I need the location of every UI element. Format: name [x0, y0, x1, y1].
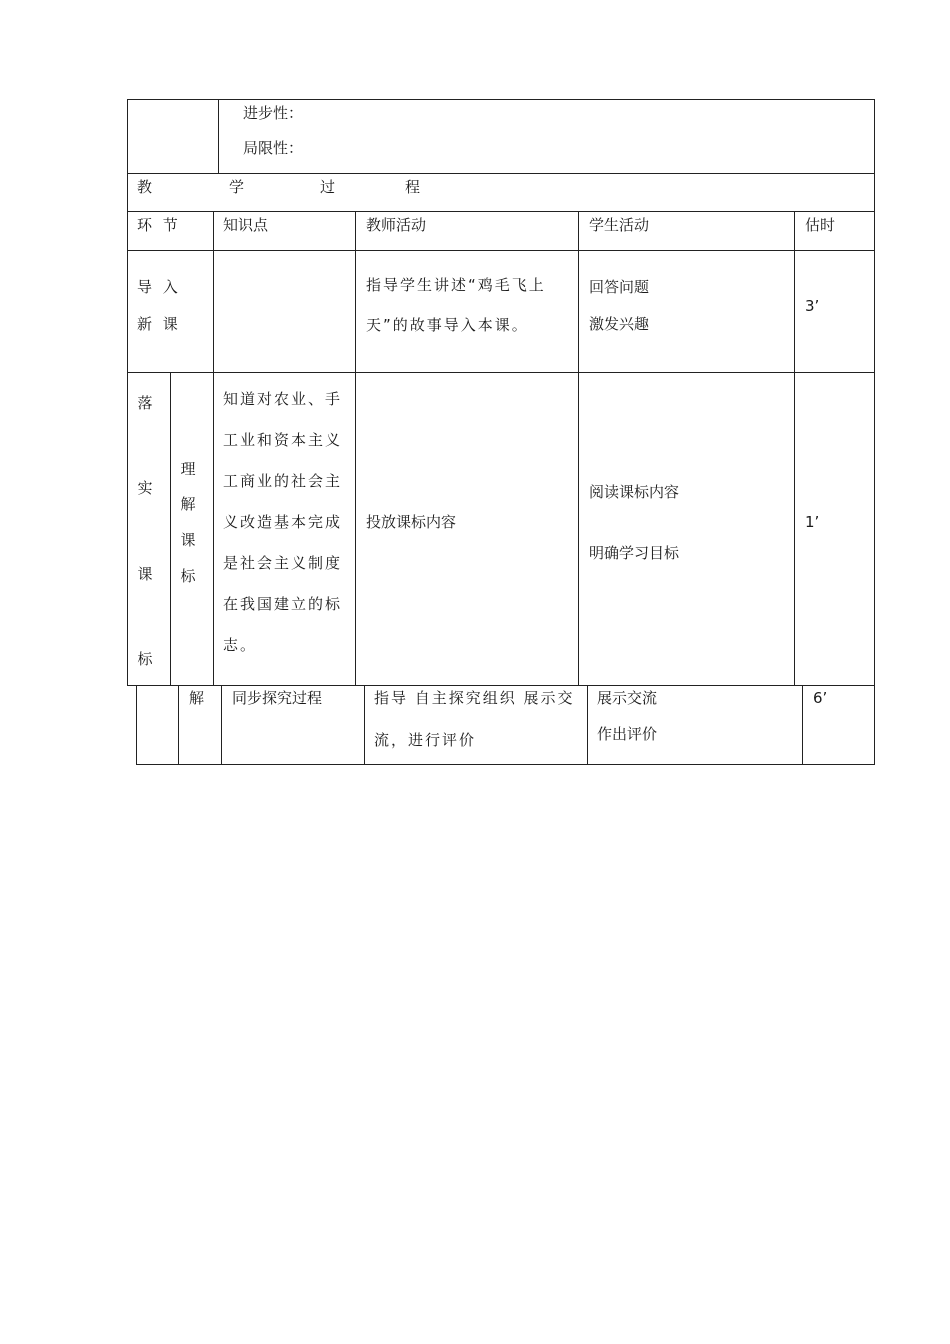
explore-student-line1: 展示交流: [597, 689, 658, 707]
process-header-char: 教: [137, 178, 153, 196]
col-divider-student: [578, 211, 579, 686]
standards-student-line2: 明确学习目标: [589, 544, 680, 562]
intro-stage-line1: 导 入: [137, 278, 181, 296]
explore-divider-4: [587, 685, 588, 765]
header-time-estimate: 估时: [805, 216, 836, 234]
standards-stage-char: 落: [137, 394, 153, 412]
knowledge-line: 志。: [223, 636, 258, 654]
process-header-top-border: [127, 173, 875, 174]
standards-stage-char: 标: [137, 650, 153, 668]
header-stage: 环 节: [137, 216, 181, 234]
explore-time: 6’: [813, 689, 828, 707]
explore-student-line2: 作出评价: [597, 725, 658, 743]
header-teacher-activity: 教师活动: [366, 216, 427, 234]
knowledge-line: 工业和资本主义: [223, 431, 343, 449]
table-left-border: [127, 99, 128, 686]
knowledge-line: 工商业的社会主: [223, 472, 343, 490]
explore-substage: 解: [189, 689, 205, 707]
standards-time: 1’: [805, 513, 820, 531]
process-header-char: 程: [405, 178, 421, 196]
standards-teacher-activity: 投放课标内容: [366, 513, 457, 531]
header-student-activity: 学生活动: [589, 216, 650, 234]
progressiveness-label: 进步性：: [243, 104, 304, 122]
col-divider-time: [794, 211, 795, 686]
intro-stage-line2: 新 课: [137, 315, 181, 333]
table-right-border: [874, 99, 875, 765]
row-intro-top-border: [127, 250, 875, 251]
row-explore-bottom-border: [136, 764, 875, 765]
explore-knowledge: 同步探究过程: [232, 689, 323, 707]
standards-student-line1: 阅读课标内容: [589, 483, 680, 501]
col-divider-teacher: [355, 211, 356, 686]
intro-teacher-line1: 指导学生讲述“鸡毛飞上: [366, 276, 546, 294]
standards-stage-char: 课: [137, 565, 153, 583]
standards-substage-char: 解: [180, 495, 196, 513]
explore-teacher-line2: 流，进行评价: [374, 731, 477, 749]
column-header-top-border: [127, 211, 875, 212]
process-header-char: 学: [229, 178, 245, 196]
explore-divider-1: [178, 685, 179, 765]
explore-divider-5: [802, 685, 803, 765]
knowledge-line: 知道对农业、手: [223, 390, 343, 408]
table-top-border: [127, 99, 875, 100]
standards-substage-char: 理: [180, 460, 196, 478]
explore-divider-2: [221, 685, 222, 765]
substage-divider: [170, 372, 171, 686]
row-standards-top-border: [127, 372, 875, 373]
header-knowledge: 知识点: [223, 216, 269, 234]
intro-student-line2: 激发兴趣: [589, 315, 650, 333]
knowledge-line: 义改造基本完成: [223, 513, 343, 531]
explore-teacher-line1: 指导 自主探究组织 展示交: [374, 689, 575, 707]
standards-substage-char: 标: [180, 567, 196, 585]
col-divider-knowledge: [213, 211, 214, 686]
knowledge-line: 在我国建立的标: [223, 595, 343, 613]
top-section-divider: [218, 99, 219, 173]
explore-divider-3: [364, 685, 365, 765]
limitations-label: 局限性：: [243, 139, 304, 157]
process-header-char: 过: [320, 178, 336, 196]
intro-student-line1: 回答问题: [589, 278, 650, 296]
explore-left-border: [136, 685, 137, 765]
standards-stage-char: 实: [137, 479, 153, 497]
row-explore-top-border: [127, 685, 875, 686]
knowledge-line: 是社会主义制度: [223, 554, 343, 572]
intro-time: 3’: [805, 297, 820, 315]
intro-teacher-line2: 天”的故事导入本课。: [366, 316, 529, 334]
standards-substage-char: 课: [180, 531, 196, 549]
